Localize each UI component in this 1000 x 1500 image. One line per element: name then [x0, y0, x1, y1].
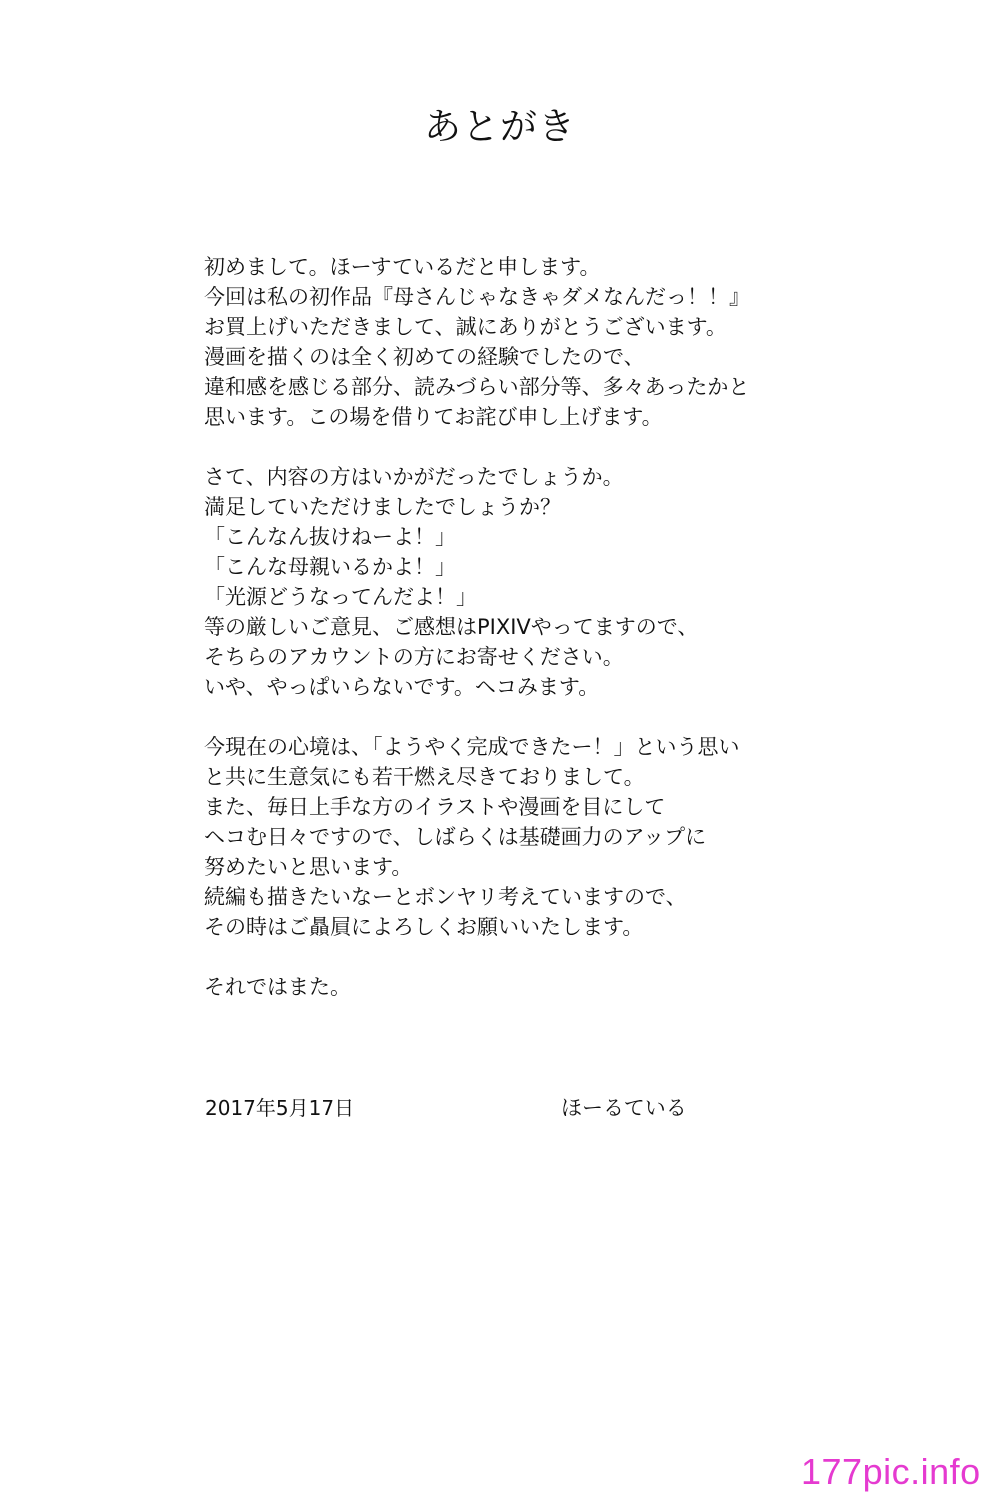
text-line: 「こんな母親いるかよ！」: [204, 555, 456, 579]
text-line: と共に生意気にも若干燃え尽きておりまして。: [204, 765, 645, 789]
text-line: また、毎日上手な方のイラストや漫画を目にして: [204, 795, 666, 819]
page-title: あとがき: [424, 105, 576, 148]
text-line: 今回は私の初作品『母さんじゃなきゃダメなんだっ！！』: [204, 285, 750, 309]
paragraph-feedback: [204, 462, 844, 702]
text-line: そちらのアカウントの方にお寄せください。: [204, 645, 624, 669]
text-line: それではまた。: [204, 975, 351, 999]
paragraph-greeting: [204, 252, 844, 432]
text-line: 努めたいと思います。: [204, 855, 413, 879]
afterword-body: [204, 252, 844, 1032]
text-line: さて、内容の方はいかがだったでしょうか。: [204, 465, 624, 489]
text-line: その時はご贔屓によろしくお願いいたします。: [204, 915, 644, 939]
text-line: お買上げいただきまして、誠にありがとうございます。: [204, 315, 727, 339]
site-watermark: 177pic.info: [801, 1451, 981, 1492]
paragraph-current-feelings: [204, 732, 844, 942]
text-line: 等の厳しいご意見、ご感想はPIXIVやってますので、: [204, 615, 699, 639]
text-line: 漫画を描くのは全く初めての経験でしたので、: [204, 345, 645, 369]
paragraph-closing: [204, 972, 844, 1002]
text-line: 違和感を感じる部分、読みづらい部分等、多々あったかと: [204, 375, 750, 399]
text-line: 初めまして。ほーすているだと申します。: [204, 255, 601, 279]
text-line: 思います。この場を借りてお詫び申し上げます。: [204, 405, 663, 429]
text-line: 「こんなん抜けねーよ！」: [204, 525, 456, 549]
signature-author: ほーるている: [561, 1096, 687, 1120]
text-line: 満足していただけましたでしょうか？: [204, 495, 561, 519]
text-line: 「光源どうなってんだよ！」: [204, 585, 477, 609]
text-line: いや、やっぱいらないです。ヘコみます。: [204, 675, 600, 699]
text-line: 今現在の心境は、「ようやく完成できたー！」という思い: [204, 735, 740, 759]
text-line: ヘコむ日々ですので、しばらくは基礎画力のアップに: [204, 825, 707, 849]
text-line: 続編も描きたいなーとボンヤリ考えていますので、: [204, 885, 687, 909]
signature-date: 2017年5月17日: [205, 1096, 355, 1120]
